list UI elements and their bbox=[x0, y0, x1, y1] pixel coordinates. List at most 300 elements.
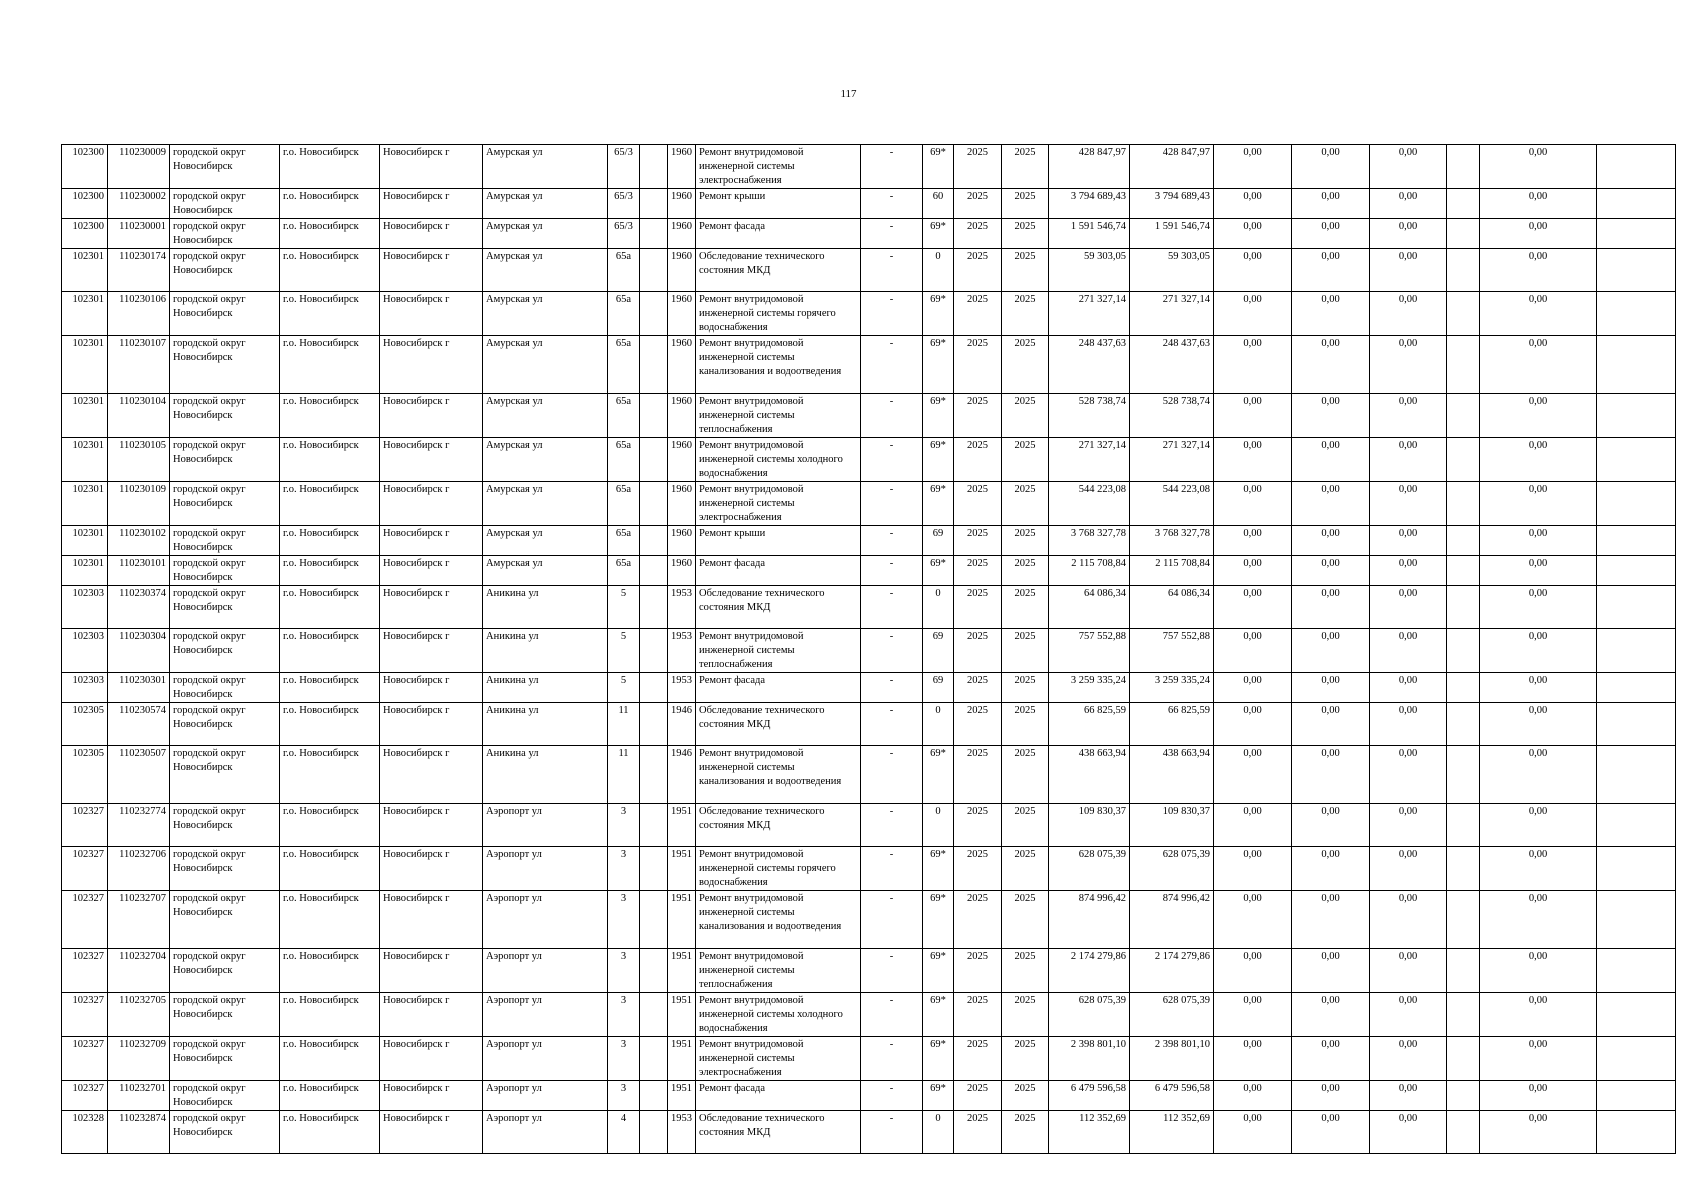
work-code-cell: 110232701 bbox=[108, 1081, 170, 1111]
empty-cell bbox=[1597, 703, 1676, 746]
dash-cell: - bbox=[861, 1111, 923, 1154]
value4-cell: 0,00 bbox=[1480, 292, 1597, 336]
street-cell: Амурская ул bbox=[483, 292, 608, 336]
work-type-cell: Обследование технического состояния МКД bbox=[696, 804, 861, 847]
dash-cell: - bbox=[861, 804, 923, 847]
table-row bbox=[62, 629, 1676, 673]
empty-cell bbox=[1447, 249, 1480, 292]
empty-cell bbox=[1597, 1111, 1676, 1154]
house-number-cell: 3 bbox=[608, 949, 640, 993]
empty-cell bbox=[1447, 292, 1480, 336]
year-built-cell: 1960 bbox=[668, 249, 696, 292]
house-number-cell: 3 bbox=[608, 804, 640, 847]
total-cost-cell: 528 738,74 bbox=[1049, 394, 1130, 438]
value4-cell: 0,00 bbox=[1480, 394, 1597, 438]
street-cell: Амурская ул bbox=[483, 145, 608, 189]
work-type-cell: Обследование технического состояния МКД bbox=[696, 249, 861, 292]
value3-cell: 0,00 bbox=[1370, 949, 1447, 993]
district-cell: городской округ Новосибирск bbox=[170, 746, 280, 804]
work-code-cell: 110230374 bbox=[108, 586, 170, 629]
table-row bbox=[62, 1081, 1676, 1111]
total-cost-cell: 271 327,14 bbox=[1049, 438, 1130, 482]
building-id-cell: 102301 bbox=[62, 556, 108, 586]
fund-cost-cell: 109 830,37 bbox=[1130, 804, 1214, 847]
value4-cell: 0,00 bbox=[1480, 629, 1597, 673]
total-cost-cell: 6 479 596,58 bbox=[1049, 1081, 1130, 1111]
municipality-cell: г.о. Новосибирск bbox=[280, 949, 380, 993]
municipality-cell: г.о. Новосибирск bbox=[280, 438, 380, 482]
year-start-cell: 2025 bbox=[954, 556, 1002, 586]
house-number-cell: 3 bbox=[608, 1037, 640, 1081]
work-type-cell: Ремонт фасада bbox=[696, 219, 861, 249]
house-number-cell: 65а bbox=[608, 292, 640, 336]
table-row bbox=[62, 189, 1676, 219]
value3-cell: 0,00 bbox=[1370, 394, 1447, 438]
value3-cell: 0,00 bbox=[1370, 891, 1447, 949]
house-number-cell: 65а bbox=[608, 556, 640, 586]
empty-cell bbox=[640, 586, 668, 629]
value3-cell: 0,00 bbox=[1370, 145, 1447, 189]
table-row bbox=[62, 249, 1676, 292]
district-cell: городской округ Новосибирск bbox=[170, 629, 280, 673]
fund-cost-cell: 66 825,59 bbox=[1130, 703, 1214, 746]
value2-cell: 0,00 bbox=[1292, 292, 1370, 336]
empty-cell bbox=[1597, 394, 1676, 438]
year-end-cell: 2025 bbox=[1002, 993, 1049, 1037]
work-code-cell: 110230101 bbox=[108, 556, 170, 586]
dash-cell: - bbox=[861, 394, 923, 438]
year-built-cell: 1951 bbox=[668, 1081, 696, 1111]
value3-cell: 0,00 bbox=[1370, 746, 1447, 804]
street-cell: Амурская ул bbox=[483, 394, 608, 438]
value2-cell: 0,00 bbox=[1292, 438, 1370, 482]
value2-cell: 0,00 bbox=[1292, 249, 1370, 292]
total-cost-cell: 628 075,39 bbox=[1049, 993, 1130, 1037]
page-number: 117 bbox=[840, 88, 857, 100]
empty-cell bbox=[1447, 1111, 1480, 1154]
city-cell: Новосибирск г bbox=[380, 1111, 483, 1154]
total-cost-cell: 2 115 708,84 bbox=[1049, 556, 1130, 586]
city-cell: Новосибирск г bbox=[380, 249, 483, 292]
value3-cell: 0,00 bbox=[1370, 219, 1447, 249]
year-built-cell: 1953 bbox=[668, 629, 696, 673]
municipality-cell: г.о. Новосибирск bbox=[280, 249, 380, 292]
municipality-cell: г.о. Новосибирск bbox=[280, 482, 380, 526]
empty-cell bbox=[640, 891, 668, 949]
work-code-cell: 110230174 bbox=[108, 249, 170, 292]
street-cell: Аэропорт ул bbox=[483, 804, 608, 847]
house-number-cell: 65/3 bbox=[608, 219, 640, 249]
dash-cell: - bbox=[861, 482, 923, 526]
value2-cell: 0,00 bbox=[1292, 746, 1370, 804]
empty-cell bbox=[1447, 1037, 1480, 1081]
table-row bbox=[62, 394, 1676, 438]
work-type-cell: Ремонт крыши bbox=[696, 189, 861, 219]
year-built-cell: 1960 bbox=[668, 219, 696, 249]
house-number-cell: 65а bbox=[608, 438, 640, 482]
work-code-cell: 110232874 bbox=[108, 1111, 170, 1154]
value3-cell: 0,00 bbox=[1370, 189, 1447, 219]
building-id-cell: 102327 bbox=[62, 1037, 108, 1081]
dash-cell: - bbox=[861, 746, 923, 804]
empty-cell bbox=[1447, 804, 1480, 847]
year-end-cell: 2025 bbox=[1002, 586, 1049, 629]
year-start-cell: 2025 bbox=[954, 703, 1002, 746]
municipality-cell: г.о. Новосибирск bbox=[280, 746, 380, 804]
value2-cell: 0,00 bbox=[1292, 1111, 1370, 1154]
fund-cost-cell: 3 794 689,43 bbox=[1130, 189, 1214, 219]
year-start-cell: 2025 bbox=[954, 586, 1002, 629]
wear-percent-cell: 69* bbox=[923, 847, 954, 891]
work-type-cell: Ремонт внутридомовой инженерной системы электроснабжения bbox=[696, 145, 861, 189]
empty-cell bbox=[640, 438, 668, 482]
city-cell: Новосибирск г bbox=[380, 1037, 483, 1081]
building-id-cell: 102301 bbox=[62, 249, 108, 292]
fund-cost-cell: 2 398 801,10 bbox=[1130, 1037, 1214, 1081]
year-start-cell: 2025 bbox=[954, 249, 1002, 292]
value3-cell: 0,00 bbox=[1370, 526, 1447, 556]
fund-cost-cell: 428 847,97 bbox=[1130, 145, 1214, 189]
street-cell: Амурская ул bbox=[483, 526, 608, 556]
value2-cell: 0,00 bbox=[1292, 336, 1370, 394]
empty-cell bbox=[1447, 526, 1480, 556]
value4-cell: 0,00 bbox=[1480, 145, 1597, 189]
building-id-cell: 102305 bbox=[62, 746, 108, 804]
year-end-cell: 2025 bbox=[1002, 629, 1049, 673]
value2-cell: 0,00 bbox=[1292, 673, 1370, 703]
year-start-cell: 2025 bbox=[954, 746, 1002, 804]
value3-cell: 0,00 bbox=[1370, 1111, 1447, 1154]
house-number-cell: 3 bbox=[608, 993, 640, 1037]
table-row bbox=[62, 804, 1676, 847]
district-cell: городской округ Новосибирск bbox=[170, 673, 280, 703]
house-number-cell: 65а bbox=[608, 526, 640, 556]
fund-cost-cell: 59 303,05 bbox=[1130, 249, 1214, 292]
district-cell: городской округ Новосибирск bbox=[170, 1081, 280, 1111]
total-cost-cell: 3 794 689,43 bbox=[1049, 189, 1130, 219]
year-start-cell: 2025 bbox=[954, 673, 1002, 703]
empty-cell bbox=[1597, 746, 1676, 804]
fund-cost-cell: 271 327,14 bbox=[1130, 438, 1214, 482]
year-built-cell: 1960 bbox=[668, 438, 696, 482]
city-cell: Новосибирск г bbox=[380, 586, 483, 629]
year-start-cell: 2025 bbox=[954, 1081, 1002, 1111]
dash-cell: - bbox=[861, 219, 923, 249]
year-built-cell: 1953 bbox=[668, 673, 696, 703]
value1-cell: 0,00 bbox=[1214, 847, 1292, 891]
city-cell: Новосибирск г bbox=[380, 526, 483, 556]
year-start-cell: 2025 bbox=[954, 145, 1002, 189]
city-cell: Новосибирск г bbox=[380, 703, 483, 746]
year-start-cell: 2025 bbox=[954, 1037, 1002, 1081]
building-id-cell: 102300 bbox=[62, 219, 108, 249]
wear-percent-cell: 0 bbox=[923, 586, 954, 629]
building-id-cell: 102327 bbox=[62, 847, 108, 891]
value1-cell: 0,00 bbox=[1214, 586, 1292, 629]
house-number-cell: 11 bbox=[608, 746, 640, 804]
value1-cell: 0,00 bbox=[1214, 249, 1292, 292]
table-row bbox=[62, 1037, 1676, 1081]
empty-cell bbox=[1597, 292, 1676, 336]
wear-percent-cell: 60 bbox=[923, 189, 954, 219]
district-cell: городской округ Новосибирск bbox=[170, 703, 280, 746]
year-end-cell: 2025 bbox=[1002, 949, 1049, 993]
value4-cell: 0,00 bbox=[1480, 482, 1597, 526]
empty-cell bbox=[640, 556, 668, 586]
year-built-cell: 1960 bbox=[668, 292, 696, 336]
empty-cell bbox=[640, 847, 668, 891]
total-cost-cell: 1 591 546,74 bbox=[1049, 219, 1130, 249]
street-cell: Аникина ул bbox=[483, 746, 608, 804]
empty-cell bbox=[1447, 482, 1480, 526]
work-code-cell: 110230304 bbox=[108, 629, 170, 673]
empty-cell bbox=[1447, 1081, 1480, 1111]
value2-cell: 0,00 bbox=[1292, 394, 1370, 438]
street-cell: Аэропорт ул bbox=[483, 949, 608, 993]
empty-cell bbox=[1597, 1081, 1676, 1111]
district-cell: городской округ Новосибирск bbox=[170, 1037, 280, 1081]
empty-cell bbox=[1597, 526, 1676, 556]
year-built-cell: 1946 bbox=[668, 703, 696, 746]
empty-cell bbox=[1597, 891, 1676, 949]
year-end-cell: 2025 bbox=[1002, 746, 1049, 804]
work-type-cell: Ремонт внутридомовой инженерной системы канализования и водоотведения bbox=[696, 336, 861, 394]
dash-cell: - bbox=[861, 1081, 923, 1111]
year-end-cell: 2025 bbox=[1002, 219, 1049, 249]
street-cell: Амурская ул bbox=[483, 219, 608, 249]
year-start-cell: 2025 bbox=[954, 629, 1002, 673]
fund-cost-cell: 874 996,42 bbox=[1130, 891, 1214, 949]
wear-percent-cell: 69* bbox=[923, 1037, 954, 1081]
value3-cell: 0,00 bbox=[1370, 438, 1447, 482]
value4-cell: 0,00 bbox=[1480, 526, 1597, 556]
fund-cost-cell: 248 437,63 bbox=[1130, 336, 1214, 394]
wear-percent-cell: 0 bbox=[923, 703, 954, 746]
dash-cell: - bbox=[861, 1037, 923, 1081]
empty-cell bbox=[1597, 556, 1676, 586]
total-cost-cell: 112 352,69 bbox=[1049, 1111, 1130, 1154]
work-code-cell: 110230301 bbox=[108, 673, 170, 703]
value1-cell: 0,00 bbox=[1214, 703, 1292, 746]
wear-percent-cell: 69* bbox=[923, 1081, 954, 1111]
city-cell: Новосибирск г bbox=[380, 993, 483, 1037]
building-id-cell: 102301 bbox=[62, 482, 108, 526]
year-end-cell: 2025 bbox=[1002, 703, 1049, 746]
fund-cost-cell: 628 075,39 bbox=[1130, 847, 1214, 891]
municipality-cell: г.о. Новосибирск bbox=[280, 629, 380, 673]
value3-cell: 0,00 bbox=[1370, 629, 1447, 673]
year-end-cell: 2025 bbox=[1002, 1037, 1049, 1081]
empty-cell bbox=[1597, 336, 1676, 394]
empty-cell bbox=[1447, 438, 1480, 482]
district-cell: городской округ Новосибирск bbox=[170, 1111, 280, 1154]
table-row bbox=[62, 949, 1676, 993]
year-built-cell: 1960 bbox=[668, 394, 696, 438]
value1-cell: 0,00 bbox=[1214, 1111, 1292, 1154]
empty-cell bbox=[640, 482, 668, 526]
value2-cell: 0,00 bbox=[1292, 145, 1370, 189]
municipality-cell: г.о. Новосибирск bbox=[280, 673, 380, 703]
building-id-cell: 102303 bbox=[62, 586, 108, 629]
table-row bbox=[62, 438, 1676, 482]
city-cell: Новосибирск г bbox=[380, 949, 483, 993]
house-number-cell: 3 bbox=[608, 1081, 640, 1111]
street-cell: Амурская ул bbox=[483, 438, 608, 482]
total-cost-cell: 874 996,42 bbox=[1049, 891, 1130, 949]
empty-cell bbox=[1597, 219, 1676, 249]
street-cell: Амурская ул bbox=[483, 189, 608, 219]
value1-cell: 0,00 bbox=[1214, 336, 1292, 394]
work-code-cell: 110230002 bbox=[108, 189, 170, 219]
value1-cell: 0,00 bbox=[1214, 1081, 1292, 1111]
year-start-cell: 2025 bbox=[954, 949, 1002, 993]
value1-cell: 0,00 bbox=[1214, 292, 1292, 336]
empty-cell bbox=[1447, 586, 1480, 629]
value1-cell: 0,00 bbox=[1214, 1037, 1292, 1081]
wear-percent-cell: 69* bbox=[923, 556, 954, 586]
wear-percent-cell: 0 bbox=[923, 1111, 954, 1154]
year-end-cell: 2025 bbox=[1002, 804, 1049, 847]
work-type-cell: Ремонт внутридомовой инженерной системы горячего водоснабжения bbox=[696, 847, 861, 891]
empty-cell bbox=[1447, 746, 1480, 804]
house-number-cell: 5 bbox=[608, 586, 640, 629]
municipality-cell: г.о. Новосибирск bbox=[280, 189, 380, 219]
year-built-cell: 1960 bbox=[668, 145, 696, 189]
municipality-cell: г.о. Новосибирск bbox=[280, 219, 380, 249]
district-cell: городской округ Новосибирск bbox=[170, 438, 280, 482]
wear-percent-cell: 0 bbox=[923, 804, 954, 847]
value3-cell: 0,00 bbox=[1370, 1037, 1447, 1081]
value3-cell: 0,00 bbox=[1370, 249, 1447, 292]
fund-cost-cell: 6 479 596,58 bbox=[1130, 1081, 1214, 1111]
wear-percent-cell: 69* bbox=[923, 394, 954, 438]
value1-cell: 0,00 bbox=[1214, 804, 1292, 847]
value1-cell: 0,00 bbox=[1214, 629, 1292, 673]
municipality-cell: г.о. Новосибирск bbox=[280, 847, 380, 891]
empty-cell bbox=[640, 1111, 668, 1154]
district-cell: городской округ Новосибирск bbox=[170, 292, 280, 336]
value4-cell: 0,00 bbox=[1480, 891, 1597, 949]
empty-cell bbox=[640, 526, 668, 556]
year-built-cell: 1951 bbox=[668, 1037, 696, 1081]
year-built-cell: 1953 bbox=[668, 586, 696, 629]
district-cell: городской округ Новосибирск bbox=[170, 993, 280, 1037]
year-built-cell: 1946 bbox=[668, 746, 696, 804]
work-type-cell: Ремонт внутридомовой инженерной системы холодного водоснабжения bbox=[696, 993, 861, 1037]
wear-percent-cell: 69* bbox=[923, 949, 954, 993]
work-type-cell: Ремонт внутридомовой инженерной системы канализования и водоотведения bbox=[696, 746, 861, 804]
value2-cell: 0,00 bbox=[1292, 804, 1370, 847]
city-cell: Новосибирск г bbox=[380, 336, 483, 394]
work-type-cell: Ремонт внутридомовой инженерной системы холодного водоснабжения bbox=[696, 438, 861, 482]
year-built-cell: 1951 bbox=[668, 993, 696, 1037]
building-id-cell: 102327 bbox=[62, 891, 108, 949]
work-type-cell: Ремонт фасада bbox=[696, 1081, 861, 1111]
building-id-cell: 102303 bbox=[62, 629, 108, 673]
value4-cell: 0,00 bbox=[1480, 249, 1597, 292]
city-cell: Новосибирск г bbox=[380, 394, 483, 438]
fund-cost-cell: 3 259 335,24 bbox=[1130, 673, 1214, 703]
empty-cell bbox=[640, 804, 668, 847]
empty-cell bbox=[1447, 189, 1480, 219]
year-built-cell: 1960 bbox=[668, 556, 696, 586]
year-built-cell: 1951 bbox=[668, 804, 696, 847]
fund-cost-cell: 757 552,88 bbox=[1130, 629, 1214, 673]
dash-cell: - bbox=[861, 847, 923, 891]
year-start-cell: 2025 bbox=[954, 219, 1002, 249]
year-built-cell: 1960 bbox=[668, 482, 696, 526]
work-type-cell: Ремонт внутридомовой инженерной системы теплоснабжения bbox=[696, 394, 861, 438]
city-cell: Новосибирск г bbox=[380, 219, 483, 249]
year-built-cell: 1960 bbox=[668, 189, 696, 219]
year-start-cell: 2025 bbox=[954, 526, 1002, 556]
municipality-cell: г.о. Новосибирск bbox=[280, 556, 380, 586]
dash-cell: - bbox=[861, 673, 923, 703]
municipality-cell: г.о. Новосибирск bbox=[280, 703, 380, 746]
municipality-cell: г.о. Новосибирск bbox=[280, 1111, 380, 1154]
fund-cost-cell: 64 086,34 bbox=[1130, 586, 1214, 629]
empty-cell bbox=[1597, 189, 1676, 219]
street-cell: Аникина ул bbox=[483, 703, 608, 746]
total-cost-cell: 2 398 801,10 bbox=[1049, 1037, 1130, 1081]
year-end-cell: 2025 bbox=[1002, 556, 1049, 586]
year-end-cell: 2025 bbox=[1002, 526, 1049, 556]
value1-cell: 0,00 bbox=[1214, 673, 1292, 703]
year-end-cell: 2025 bbox=[1002, 1111, 1049, 1154]
empty-cell bbox=[1447, 949, 1480, 993]
work-code-cell: 110230574 bbox=[108, 703, 170, 746]
empty-cell bbox=[1447, 394, 1480, 438]
value4-cell: 0,00 bbox=[1480, 703, 1597, 746]
value3-cell: 0,00 bbox=[1370, 1081, 1447, 1111]
year-start-cell: 2025 bbox=[954, 891, 1002, 949]
value2-cell: 0,00 bbox=[1292, 1081, 1370, 1111]
value1-cell: 0,00 bbox=[1214, 394, 1292, 438]
wear-percent-cell: 69 bbox=[923, 629, 954, 673]
house-number-cell: 3 bbox=[608, 847, 640, 891]
work-type-cell: Обследование технического состояния МКД bbox=[696, 703, 861, 746]
table-row bbox=[62, 292, 1676, 336]
empty-cell bbox=[1597, 438, 1676, 482]
house-number-cell: 4 bbox=[608, 1111, 640, 1154]
year-start-cell: 2025 bbox=[954, 847, 1002, 891]
street-cell: Аникина ул bbox=[483, 673, 608, 703]
district-cell: городской округ Новосибирск bbox=[170, 526, 280, 556]
capital-repair-registry-table bbox=[61, 144, 1676, 1154]
house-number-cell: 65а bbox=[608, 482, 640, 526]
dash-cell: - bbox=[861, 891, 923, 949]
city-cell: Новосибирск г bbox=[380, 438, 483, 482]
value4-cell: 0,00 bbox=[1480, 438, 1597, 482]
street-cell: Амурская ул bbox=[483, 556, 608, 586]
street-cell: Амурская ул bbox=[483, 482, 608, 526]
empty-cell bbox=[640, 249, 668, 292]
dash-cell: - bbox=[861, 145, 923, 189]
wear-percent-cell: 69* bbox=[923, 438, 954, 482]
fund-cost-cell: 3 768 327,78 bbox=[1130, 526, 1214, 556]
value4-cell: 0,00 bbox=[1480, 336, 1597, 394]
district-cell: городской округ Новосибирск bbox=[170, 586, 280, 629]
street-cell: Амурская ул bbox=[483, 249, 608, 292]
dash-cell: - bbox=[861, 336, 923, 394]
year-end-cell: 2025 bbox=[1002, 394, 1049, 438]
value1-cell: 0,00 bbox=[1214, 891, 1292, 949]
year-start-cell: 2025 bbox=[954, 804, 1002, 847]
house-number-cell: 65а bbox=[608, 336, 640, 394]
value2-cell: 0,00 bbox=[1292, 949, 1370, 993]
district-cell: городской округ Новосибирск bbox=[170, 145, 280, 189]
empty-cell bbox=[1597, 804, 1676, 847]
